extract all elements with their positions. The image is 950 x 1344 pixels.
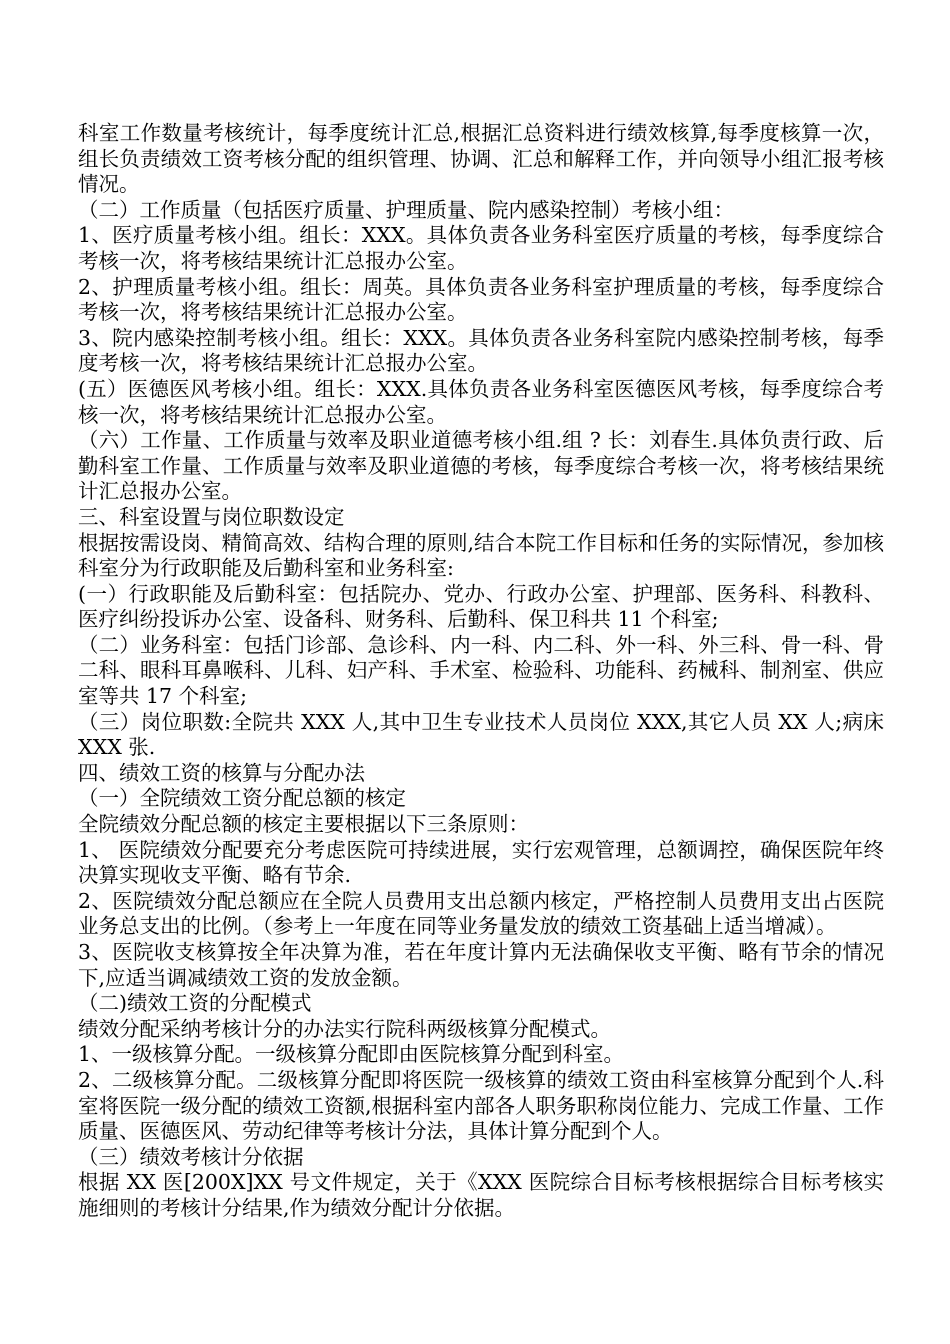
paragraph-2: （二）工作质量（包括医疗质量、护理质量、院内感染控制）考核小组： <box>78 197 734 222</box>
paragraph-10: (一）行政职能及后勤科室：包括院办、党办、行政办公室、护理部、医务科、科教科、医疗纠纷投诉办公室、设备科、财务科、后勤科、保卫科共 11 个科室; <box>78 581 884 632</box>
section-heading-3: 三、科室设置与岗位职数设定 <box>78 504 345 529</box>
paragraph-22: 2、二级核算分配。二级核算分配即将医院一级核算的绩效工资由科室核算分配到个人.科室将医院一级分配的绩效工资额,根据科室内部各人职务职称岗位能力、完成工作量、工作质量、医德医风、劳动纪律等考核计分法，具体计算分配到个人。 <box>78 1067 885 1144</box>
subsection-heading-2: （二)绩效工资的分配模式 <box>78 991 312 1016</box>
paragraph-3: 1、医疗质量考核小组。组长：XXX。具体负责各业务科室医疗质量的考核，每季度综合考核一次，将考核结果统计汇总报办公室。 <box>78 223 884 273</box>
paragraph-21: 1、一级核算分配。一级核算分配即由医院核算分配到科室。 <box>78 1042 625 1067</box>
paragraph-16: 1、 医院绩效分配要充分考虑医院可持续进展，实行宏观管理，总额调控，确保医院年终决算实现收支平衡、略有节余. <box>78 837 884 888</box>
subsection-heading-1: （一）全院绩效工资分配总额的核定 <box>78 786 406 811</box>
paragraph-20: 绩效分配采纳考核计分的办法实行院科两级核算分配模式。 <box>78 1016 611 1041</box>
paragraph-9: 根据按需设岗、精简高效、结构合理的原则,结合本院工作目标和任务的实际情况，参加核科室分为行政职能及后勤科室和业务科室: <box>78 530 885 581</box>
paragraph-15: 全院绩效分配总额的核定主要根据以下三条原则： <box>78 812 529 837</box>
paragraph-1: 科室工作数量考核统计，每季度统计汇总,根据汇总资料进行绩效核算,每季度核算一次，组长负责绩效工资考核分配的组织管理、协调、汇总和解释工作，并向领导小组汇报考核情况。 <box>78 121 884 197</box>
subsection-heading-3: （三）绩效考核计分依据 <box>78 1144 304 1169</box>
paragraph-11: （二）业务科室：包括门诊部、急诊科、内一科、内二科、外一科、外三科、骨一科、骨二科、眼科耳鼻喉科、儿科、妇产科、手术室、检验科、功能科、药械科、制剂室、供应室等共 17 个科室; <box>78 632 884 709</box>
paragraph-18: 3、医院收支核算按全年决算为准，若在年度计算内无法确保收支平衡、略有节余的情况下,应适当调减绩效工资的发放金额。 <box>78 940 884 990</box>
section-heading-4: 四、绩效工资的核算与分配办法 <box>78 760 365 785</box>
document-body <box>78 121 884 1222</box>
paragraph-6: (五）医德医风考核小组。组长：XXX.具体负责各业务科室医德医风考核，每季度综合考核一次，将考核结果统计汇总报办公室。 <box>78 376 884 427</box>
paragraph-17: 2、医院绩效分配总额应在全院人员费用支出总额内核定，严格控制人员费用支出占医院业务总支出的比例。（参考上一年度在同等业务量发放的绩效工资基础上适当增减）。 <box>78 888 884 939</box>
paragraph-5: 3、院内感染控制考核小组。组长：XXX。具体负责各业务科室院内感染控制考核，每季度考核一次，将考核结果统计汇总报办公室。 <box>78 325 884 376</box>
paragraph-12: （三）岗位职数:全院共 XXX 人,其中卫生专业技术人员岗位 XXX,其它人员 XX 人;病床 XXX 张. <box>78 709 884 760</box>
paragraph-24: 根据 XX 医[200X]XX 号文件规定，关于《XXX 医院综合目标考核根据综合目标考核实施细则的考核计分结果,作为绩效分配计分依据。 <box>78 1170 884 1220</box>
paragraph-4: 2、护理质量考核小组。组长：周英。具体负责各业务科室护理质量的考核，每季度综合考核一次，将考核结果统计汇总报办公室。 <box>78 274 884 325</box>
paragraph-7: （六）工作量、工作质量与效率及职业道德考核小组.组 ? 长：刘春生.具体负责行政、后勤科室工作量、工作质量与效率及职业道德的考核，每季度综合考核一次，将考核结果统计汇总报办公室。 <box>78 428 884 504</box>
